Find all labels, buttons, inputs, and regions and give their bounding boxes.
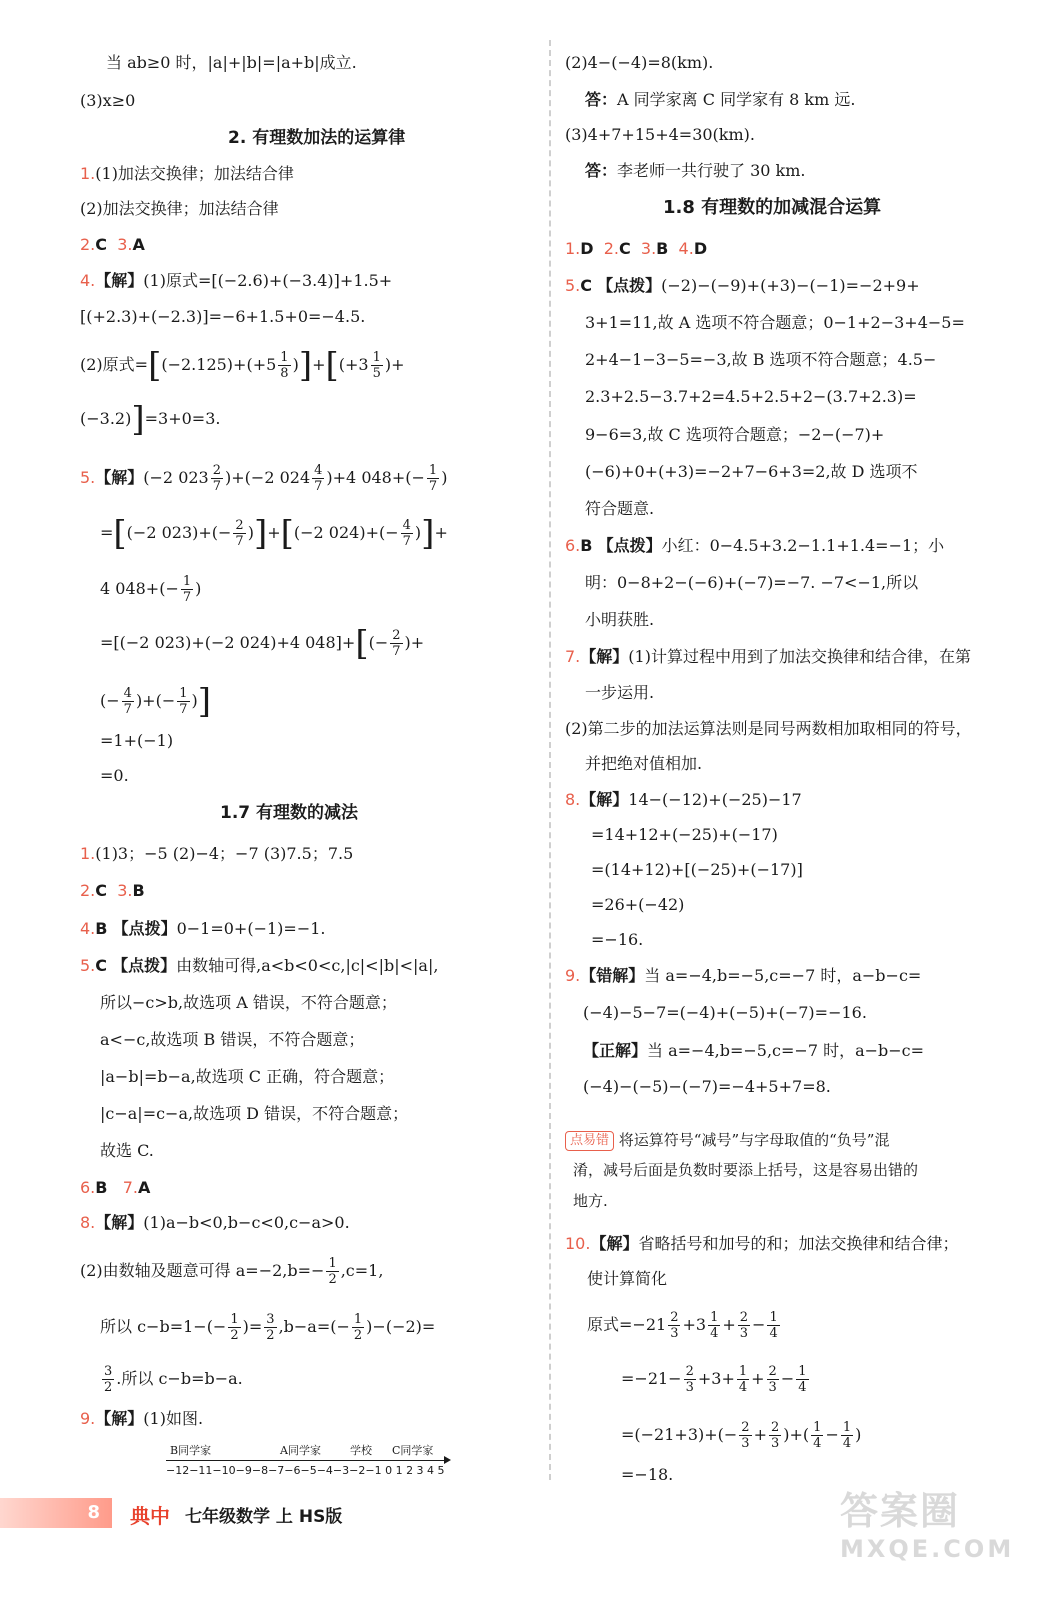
text-span: 1	[813, 1420, 822, 1435]
text-span: A	[132, 235, 145, 254]
text-span: 1	[842, 1420, 852, 1435]
text-span: 【点拨】	[112, 956, 177, 975]
text-line: 符合题意.	[585, 499, 655, 518]
text-span: 4	[710, 1326, 719, 1341]
answer-line	[565, 965, 921, 987]
text-span: (1)a−b<0,b−c<0,c−a>0.	[143, 1213, 350, 1232]
text-line: =−16.	[591, 930, 644, 949]
text-span: 2	[685, 1364, 694, 1379]
text-span: 3	[768, 1380, 777, 1395]
text-span: 答：	[585, 90, 618, 109]
text-line: 所以−c>b,故选项 A 错误，不符合题意；	[100, 993, 397, 1012]
text-line: 3+1=11,故 A 选项不符合题意；0−1+2−3+4−5=	[585, 313, 965, 332]
answer-line	[80, 234, 145, 256]
text-span: 3	[670, 1326, 679, 1341]
text-span: =−21−	[621, 1369, 682, 1388]
text-span: 【解】	[95, 1409, 144, 1428]
text-span: 1.	[565, 239, 581, 258]
math-line: (2)原式=[(−2.125)+(+5 $\frac{1}{8}$ )]+[(+3 $\frac{1}{5}$ )+	[80, 345, 405, 386]
text-span: 省略括号和加号的和；加法交换律和结合律；	[638, 1234, 959, 1253]
text-span: (−2 023)+(−	[126, 523, 232, 542]
text-span: 2	[212, 463, 222, 478]
text-span: 4	[842, 1436, 852, 1451]
text-span: 7	[212, 479, 222, 494]
text-span: )+4 048+(−	[326, 468, 425, 487]
text-span: (−2 023	[143, 468, 209, 487]
text-span: 1.	[80, 844, 96, 863]
text-line: =(14+12)+[(−25)+(−17)]	[591, 860, 803, 879]
text-span: 2	[230, 1328, 239, 1343]
text-span: 4.	[80, 919, 96, 938]
math-line	[80, 1256, 383, 1287]
text-span: (1)如图.	[143, 1409, 204, 1428]
text-span: 4	[798, 1380, 807, 1395]
page-number: 8	[0, 1498, 112, 1528]
text-span: +3	[682, 1315, 707, 1334]
text-span: 4	[769, 1326, 778, 1341]
text-span: 【解】	[590, 1234, 639, 1253]
answer-line	[80, 1408, 203, 1430]
answer-line	[583, 1040, 924, 1062]
text-span: )	[855, 1425, 862, 1444]
text-span: (+3	[338, 355, 369, 374]
text-line: 9−6=3,故 C 选项符合题意；−2−(−7)+	[585, 425, 885, 444]
watermark	[840, 1480, 1014, 1563]
text-span: (2)原式=	[80, 355, 149, 374]
math-line	[100, 574, 201, 605]
text-span: 【点拨】	[597, 276, 662, 295]
text-line: (−6)+0+(+3)=−2+7−6+3=2,故 D 选项不	[585, 462, 918, 481]
text-span: ,b−a=(−	[278, 1317, 350, 1336]
text-span: )	[441, 468, 448, 487]
text-line: (−4)−(−5)−(−7)=−4+5+7=8.	[583, 1077, 831, 1096]
text-span: +	[722, 1315, 736, 1334]
text-span: .所以 c−b=b−a.	[116, 1369, 243, 1388]
watermark-line2: MXQE.COM	[840, 1535, 1015, 1563]
axis-arrow	[444, 1456, 451, 1464]
answer-line	[80, 955, 438, 977]
text-span: 4	[314, 463, 323, 478]
text-line: 地方.	[573, 1192, 608, 1210]
text-span: C	[95, 881, 108, 900]
text-span: 2.	[80, 235, 96, 254]
text-span: 3	[685, 1380, 694, 1395]
text-span: 1	[280, 350, 289, 365]
text-span: A	[138, 1178, 151, 1197]
text-span: )	[195, 579, 202, 598]
text-span: )+(−2 024	[225, 468, 311, 487]
text-span: 3.	[117, 235, 133, 254]
text-line: =1+(−1)	[100, 731, 174, 750]
brand-logo: 典中	[130, 1504, 170, 1528]
text-span: 当 a=−4,b=−5,c=−7 时，a−b−c=	[647, 1041, 925, 1060]
text-span: 【解】	[95, 1213, 144, 1232]
text-span: 【解】	[95, 271, 144, 290]
number-line-figure	[166, 1440, 456, 1482]
text-span: B	[95, 1178, 108, 1197]
text-span: 7	[182, 590, 192, 605]
text-span: 2	[104, 1380, 113, 1395]
text-span: D	[580, 239, 594, 258]
text-span: 4	[738, 1380, 748, 1395]
text-line: =−18.	[621, 1465, 674, 1484]
text-span: 小红：0−4.5+3.2−1.1+1.4=−1；小	[661, 536, 945, 555]
answer-line	[565, 535, 944, 557]
text-span: 1	[428, 463, 438, 478]
text-span: (2)由数轴及题意可得 a=−2,b=−	[80, 1261, 325, 1280]
text-span: 1	[179, 686, 188, 701]
text-span: 8.	[565, 790, 581, 809]
text-span: 3	[266, 1312, 275, 1327]
text-span: 7	[123, 702, 132, 717]
text-line: 使计算简化	[587, 1269, 668, 1288]
answer-line	[565, 238, 707, 260]
text-line: (2)4−(−4)=8(km).	[565, 53, 714, 72]
text-span: )+	[384, 355, 405, 374]
text-line: 故选 C.	[100, 1141, 154, 1160]
text-span: 2	[392, 628, 401, 643]
error-tip-badge: 点易错	[565, 1131, 614, 1151]
text-span: 【错解】	[580, 966, 645, 985]
math-line	[80, 463, 447, 494]
text-span: 【解】	[580, 647, 629, 666]
text-span: B	[580, 536, 593, 555]
text-span: 2.	[603, 239, 619, 258]
text-span: 2	[741, 1420, 750, 1435]
text-line: 2.3+2.5−3.7+2=4.5+2.5+2−(3.7+2.3)=	[585, 387, 917, 406]
text-span: 1	[372, 350, 381, 365]
text-span: 【点拨】	[112, 919, 177, 938]
answer-line	[565, 789, 802, 811]
text-span: C	[95, 956, 108, 975]
text-span: 6.	[565, 536, 581, 555]
text-span: 14−(−12)+(−25)−17	[628, 790, 802, 809]
text-span: 1	[798, 1364, 807, 1379]
text-line: 并把绝对值相加.	[585, 754, 703, 773]
label-school: 学校	[350, 1444, 372, 1457]
text-line: 明：0−8+2−(−6)+(−7)=−7. −7<−1,所以	[585, 573, 919, 592]
text-span: 4	[123, 686, 132, 701]
math-line: (−3.2)]=3+0=3.	[80, 399, 221, 440]
text-span: 8	[280, 366, 289, 381]
text-span: =[(−2 023)+(−2 024)+4 048]+	[100, 633, 356, 652]
text-line: (2)第二步的加法运算法则是同号两数相加取相同的符号，	[565, 719, 972, 738]
text-span: +	[434, 523, 448, 542]
math-line	[621, 1364, 811, 1395]
text-span: 5.	[80, 468, 96, 487]
text-span: 2	[739, 1310, 749, 1325]
text-line: a<−c,故选项 B 错误，不符合题意；	[100, 1030, 365, 1049]
math-line	[100, 1312, 435, 1343]
text-span: 4	[402, 518, 411, 533]
text-line: 一步运用.	[585, 683, 655, 702]
watermark-line1: 答案圈	[840, 1489, 961, 1533]
text-span: (−	[368, 633, 389, 652]
answer-line	[80, 918, 325, 940]
text-span: ,c=1,	[340, 1261, 384, 1280]
text-span: 4	[813, 1436, 822, 1451]
text-span: 2	[770, 1420, 780, 1435]
text-span: 当 a=−4,b=−5,c=−7 时，a−b−c=	[644, 966, 922, 985]
tick-labels: −12−11−10−9−8−7−6−5−4−3−2−1 0 1 2 3 4 5	[166, 1464, 445, 1477]
math-line	[621, 1420, 861, 1451]
text-span: 1	[738, 1364, 748, 1379]
text-span: C	[618, 239, 631, 258]
text-span: 2	[670, 1310, 679, 1325]
text-span: 3.	[640, 239, 657, 258]
text-span: 1	[769, 1310, 778, 1325]
text-span: 7	[392, 644, 401, 659]
text-span: +	[751, 1369, 765, 1388]
math-line: =[(−2 023)+(− $\frac{2}{7}$ )]+[(−2 024)+(− $\frac{4}{7}$ )]+	[100, 513, 448, 554]
text-span: 将运算符号“减号”与字母取值的“负号”混	[618, 1131, 890, 1149]
text-span: 【正解】	[583, 1041, 648, 1060]
text-span: 1	[328, 1256, 337, 1271]
text-line: |a−b|=b−a,故选项 C 正确，符合题意；	[100, 1067, 395, 1086]
text-span: )+	[404, 633, 425, 652]
text-span: D	[693, 239, 708, 258]
text-span: (1)加法交换律；加法结合律	[95, 164, 294, 183]
text-span: 1	[353, 1312, 363, 1327]
text-span: 4.	[678, 239, 694, 258]
text-span: )	[191, 691, 198, 710]
text-line: 当 ab≥0 时，|a|+|b|=|a+b|成立.	[106, 53, 357, 72]
text-span: 9.	[565, 966, 581, 985]
text-span: B	[132, 881, 145, 900]
math-line: =[(−2 023)+(−2 024)+4 048]+[(− $\frac{2}{7}$ )+	[100, 623, 425, 664]
label-b-home: B同学家	[170, 1444, 212, 1457]
text-span: 2	[328, 1272, 337, 1287]
text-span: =3+0=3.	[144, 409, 221, 428]
text-span: (−3.2)	[80, 409, 132, 428]
text-line: (−4)−5−7=(−4)+(−5)+(−7)=−16.	[583, 1003, 867, 1022]
text-span: =	[100, 523, 114, 542]
text-span: 5.	[565, 276, 581, 295]
text-span: B	[656, 239, 669, 258]
text-span: 7.	[122, 1178, 138, 1197]
text-span: −	[780, 1369, 795, 1388]
text-span: 3.	[117, 881, 133, 900]
axis-line	[166, 1460, 448, 1461]
section-title: 2. 有理数加法的运算律	[228, 128, 406, 148]
text-span: (1)计算过程中用到了加法交换律和结合律，在第	[628, 647, 971, 666]
label-c-home: C同学家	[392, 1444, 434, 1457]
book-title: 七年级数学 上 HS版	[185, 1507, 343, 1527]
answer-line	[80, 843, 353, 865]
text-line: (2)加法交换律；加法结合律	[80, 199, 279, 218]
text-span: 4.	[80, 271, 96, 290]
answer-line	[565, 275, 920, 297]
text-span: (−2.125)+(+5	[161, 355, 277, 374]
text-span: (−2 024)+(−	[293, 523, 399, 542]
text-span: 6.	[80, 1178, 96, 1197]
text-span: 5.	[80, 956, 96, 975]
answer-line	[80, 880, 145, 902]
text-span: 7	[179, 702, 188, 717]
text-span: 2	[266, 1328, 275, 1343]
text-line: [(+2.3)+(−2.3)]=−6+1.5+0=−4.5.	[80, 307, 366, 326]
text-span: 8.	[80, 1213, 96, 1232]
text-span: 2	[235, 518, 244, 533]
text-line: 2+4−1−3−5=−3,故 B 选项不符合题意；4.5−	[585, 350, 937, 369]
text-span: 【解】	[580, 790, 629, 809]
answer-statement	[585, 89, 855, 111]
text-span: =(−21+3)+(−	[621, 1425, 738, 1444]
answer-line	[80, 1177, 150, 1199]
text-line: (3)4+7+15+4=30(km).	[565, 125, 755, 144]
math-line: (− $\frac{4}{7}$ )+(− $\frac{1}{7}$ )]	[100, 681, 212, 722]
tip-line	[565, 1129, 889, 1151]
text-span: (1)原式=[(−2.6)+(−3.4)]+1.5+	[143, 271, 393, 290]
text-line: 淆，减号后面是负数时要添上括号，这是容易出错的	[573, 1161, 919, 1179]
text-span: )+(	[783, 1425, 810, 1444]
text-span: 3	[741, 1436, 750, 1451]
text-span: )	[414, 523, 422, 542]
answer-line	[565, 646, 971, 668]
text-span: +3+	[697, 1369, 735, 1388]
text-span: 所以 c−b=1−(−	[100, 1317, 227, 1336]
text-span: (−2)−(−9)+(+3)−(−1)=−2+9+	[661, 276, 920, 295]
text-line: =26+(−42)	[591, 895, 685, 914]
text-span: (−	[100, 691, 120, 710]
text-span: −	[752, 1315, 766, 1334]
text-line: |c−a|=c−a,故选项 D 错误，不符合题意；	[100, 1104, 409, 1123]
text-span: 0−1=0+(−1)=−1.	[176, 919, 326, 938]
text-span: 7	[402, 534, 411, 549]
text-span: −	[825, 1425, 839, 1444]
answer-statement	[585, 160, 806, 182]
answer-line	[80, 270, 392, 292]
section-title: 1.8 有理数的加减混合运算	[663, 197, 882, 218]
text-span: 【点拨】	[597, 536, 662, 555]
text-span: 由数轴可得,a<b<0<c,|c|<|b|<|a|,	[176, 956, 439, 975]
text-span: C	[95, 235, 108, 254]
text-span: 2	[353, 1328, 363, 1343]
text-span: 7	[314, 479, 323, 494]
text-span: 7	[235, 534, 244, 549]
text-line: 小明获胜.	[585, 610, 655, 629]
text-span: 3	[770, 1436, 780, 1451]
text-span: 7	[428, 479, 438, 494]
text-span: 1	[710, 1310, 719, 1325]
text-span: )−(−2)=	[366, 1317, 436, 1336]
label-a-home: A同学家	[280, 1444, 321, 1457]
section-title: 1.7 有理数的减法	[220, 803, 359, 823]
text-span: 1	[182, 574, 192, 589]
text-span: )	[292, 355, 299, 374]
text-span: 3	[739, 1326, 749, 1341]
text-span: 2.	[80, 881, 96, 900]
text-span: 7.	[565, 647, 581, 666]
text-line: =14+12+(−25)+(−17)	[591, 825, 778, 844]
text-span: 1.	[80, 164, 96, 183]
column-divider	[549, 40, 551, 1480]
text-span: )	[247, 523, 254, 542]
text-span: 4 048+(−	[100, 579, 179, 598]
text-span: 5	[372, 366, 381, 381]
math-line	[100, 1364, 243, 1395]
text-line: (3)x≥0	[80, 91, 136, 110]
text-span: 李老师一共行驶了 30 km.	[617, 161, 806, 180]
text-span: )=	[242, 1317, 263, 1336]
text-span: 答：	[585, 161, 618, 180]
text-span: 【解】	[95, 468, 144, 487]
text-line: =0.	[100, 766, 129, 785]
text-span: +	[267, 523, 281, 542]
text-span: B	[95, 919, 108, 938]
math-line	[587, 1310, 782, 1341]
text-span: +	[312, 355, 326, 374]
text-span: )+(−	[135, 691, 176, 710]
text-span: 原式=−21	[587, 1315, 667, 1334]
text-span: C	[580, 276, 593, 295]
text-span: +	[753, 1425, 767, 1444]
text-span: 10.	[565, 1234, 591, 1253]
answer-line	[80, 1212, 350, 1234]
text-span: (1)3；−5 (2)−4；−7 (3)7.5；7.5	[95, 844, 354, 863]
answer-line	[80, 163, 294, 185]
text-span: 2	[768, 1364, 777, 1379]
answer-line	[565, 1233, 958, 1255]
text-span: A 同学家离 C 同学家有 8 km 远.	[617, 90, 856, 109]
text-span: 1	[230, 1312, 239, 1327]
text-span: 3	[104, 1364, 113, 1379]
text-span: 9.	[80, 1409, 96, 1428]
